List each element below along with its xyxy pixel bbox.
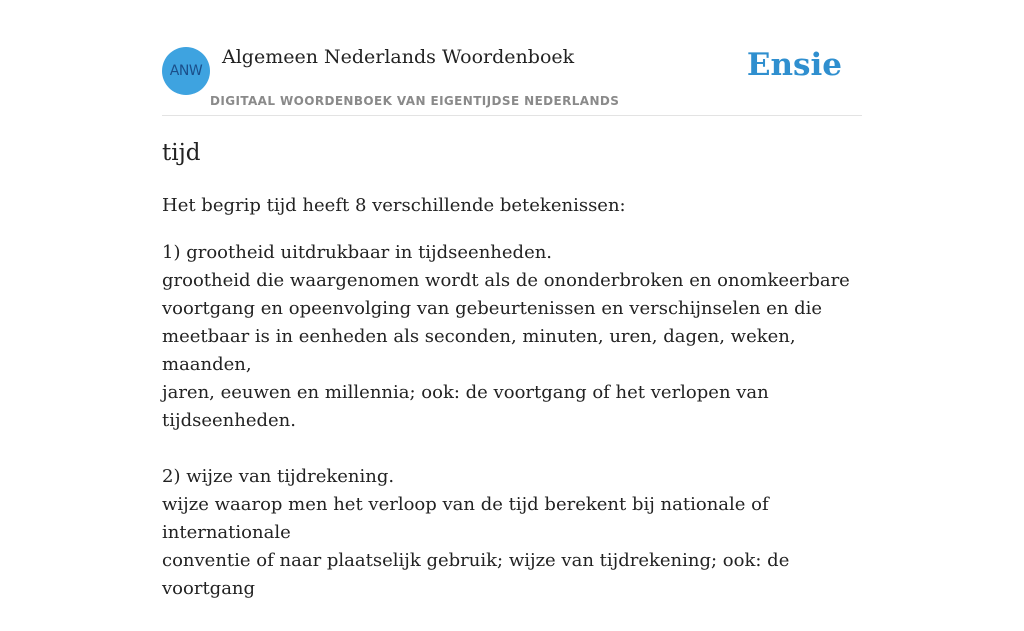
anw-logo[interactable]	[162, 47, 210, 95]
meaning-heading: 2) wijze van tijdrekening.	[162, 466, 395, 487]
meanings-list	[162, 239, 862, 631]
meaning-2	[162, 463, 862, 603]
meaning-line: jaren, eeuwen en millennia; ook: de voortgang of het verlopen van	[162, 382, 769, 403]
meaning-line: wijze waarop men het verloop van de tijd berekent bij nationale of internationale	[162, 494, 769, 543]
site-subtitle: DIGITAAL WOORDENBOEK VAN EIGENTIJDSE NEDERLANDS	[210, 94, 620, 108]
meaning-heading: 1) grootheid uitdrukbaar in tijdseenheden.	[162, 242, 553, 263]
entry-intro: Het begrip tijd heeft 8 verschillende betekenissen:	[162, 195, 626, 216]
meaning-line: meetbaar is in eenheden als seconden, minuten, uren, dagen, weken, maanden,	[162, 326, 796, 375]
logo-text: ANW	[169, 63, 203, 79]
meaning-line: voortgang en opeenvolging van gebeurtenissen en verschijnselen en die	[162, 298, 823, 319]
meaning-line: grootheid die waargenomen wordt als de ononderbroken en onomkeerbare	[162, 270, 850, 291]
meaning-1	[162, 239, 862, 435]
site-title[interactable]: Algemeen Nederlands Woordenboek	[222, 46, 575, 68]
site-header	[162, 0, 862, 116]
meaning-line: conventie of naar plaatselijk gebruik; wijze van tijdrekening; ook: de voortgang	[162, 550, 790, 599]
meaning-line: tijdseenheden.	[162, 410, 296, 431]
entry-term: tijd	[162, 140, 201, 166]
ensie-brand-link[interactable]: Ensie	[746, 47, 842, 83]
page	[162, 0, 862, 599]
